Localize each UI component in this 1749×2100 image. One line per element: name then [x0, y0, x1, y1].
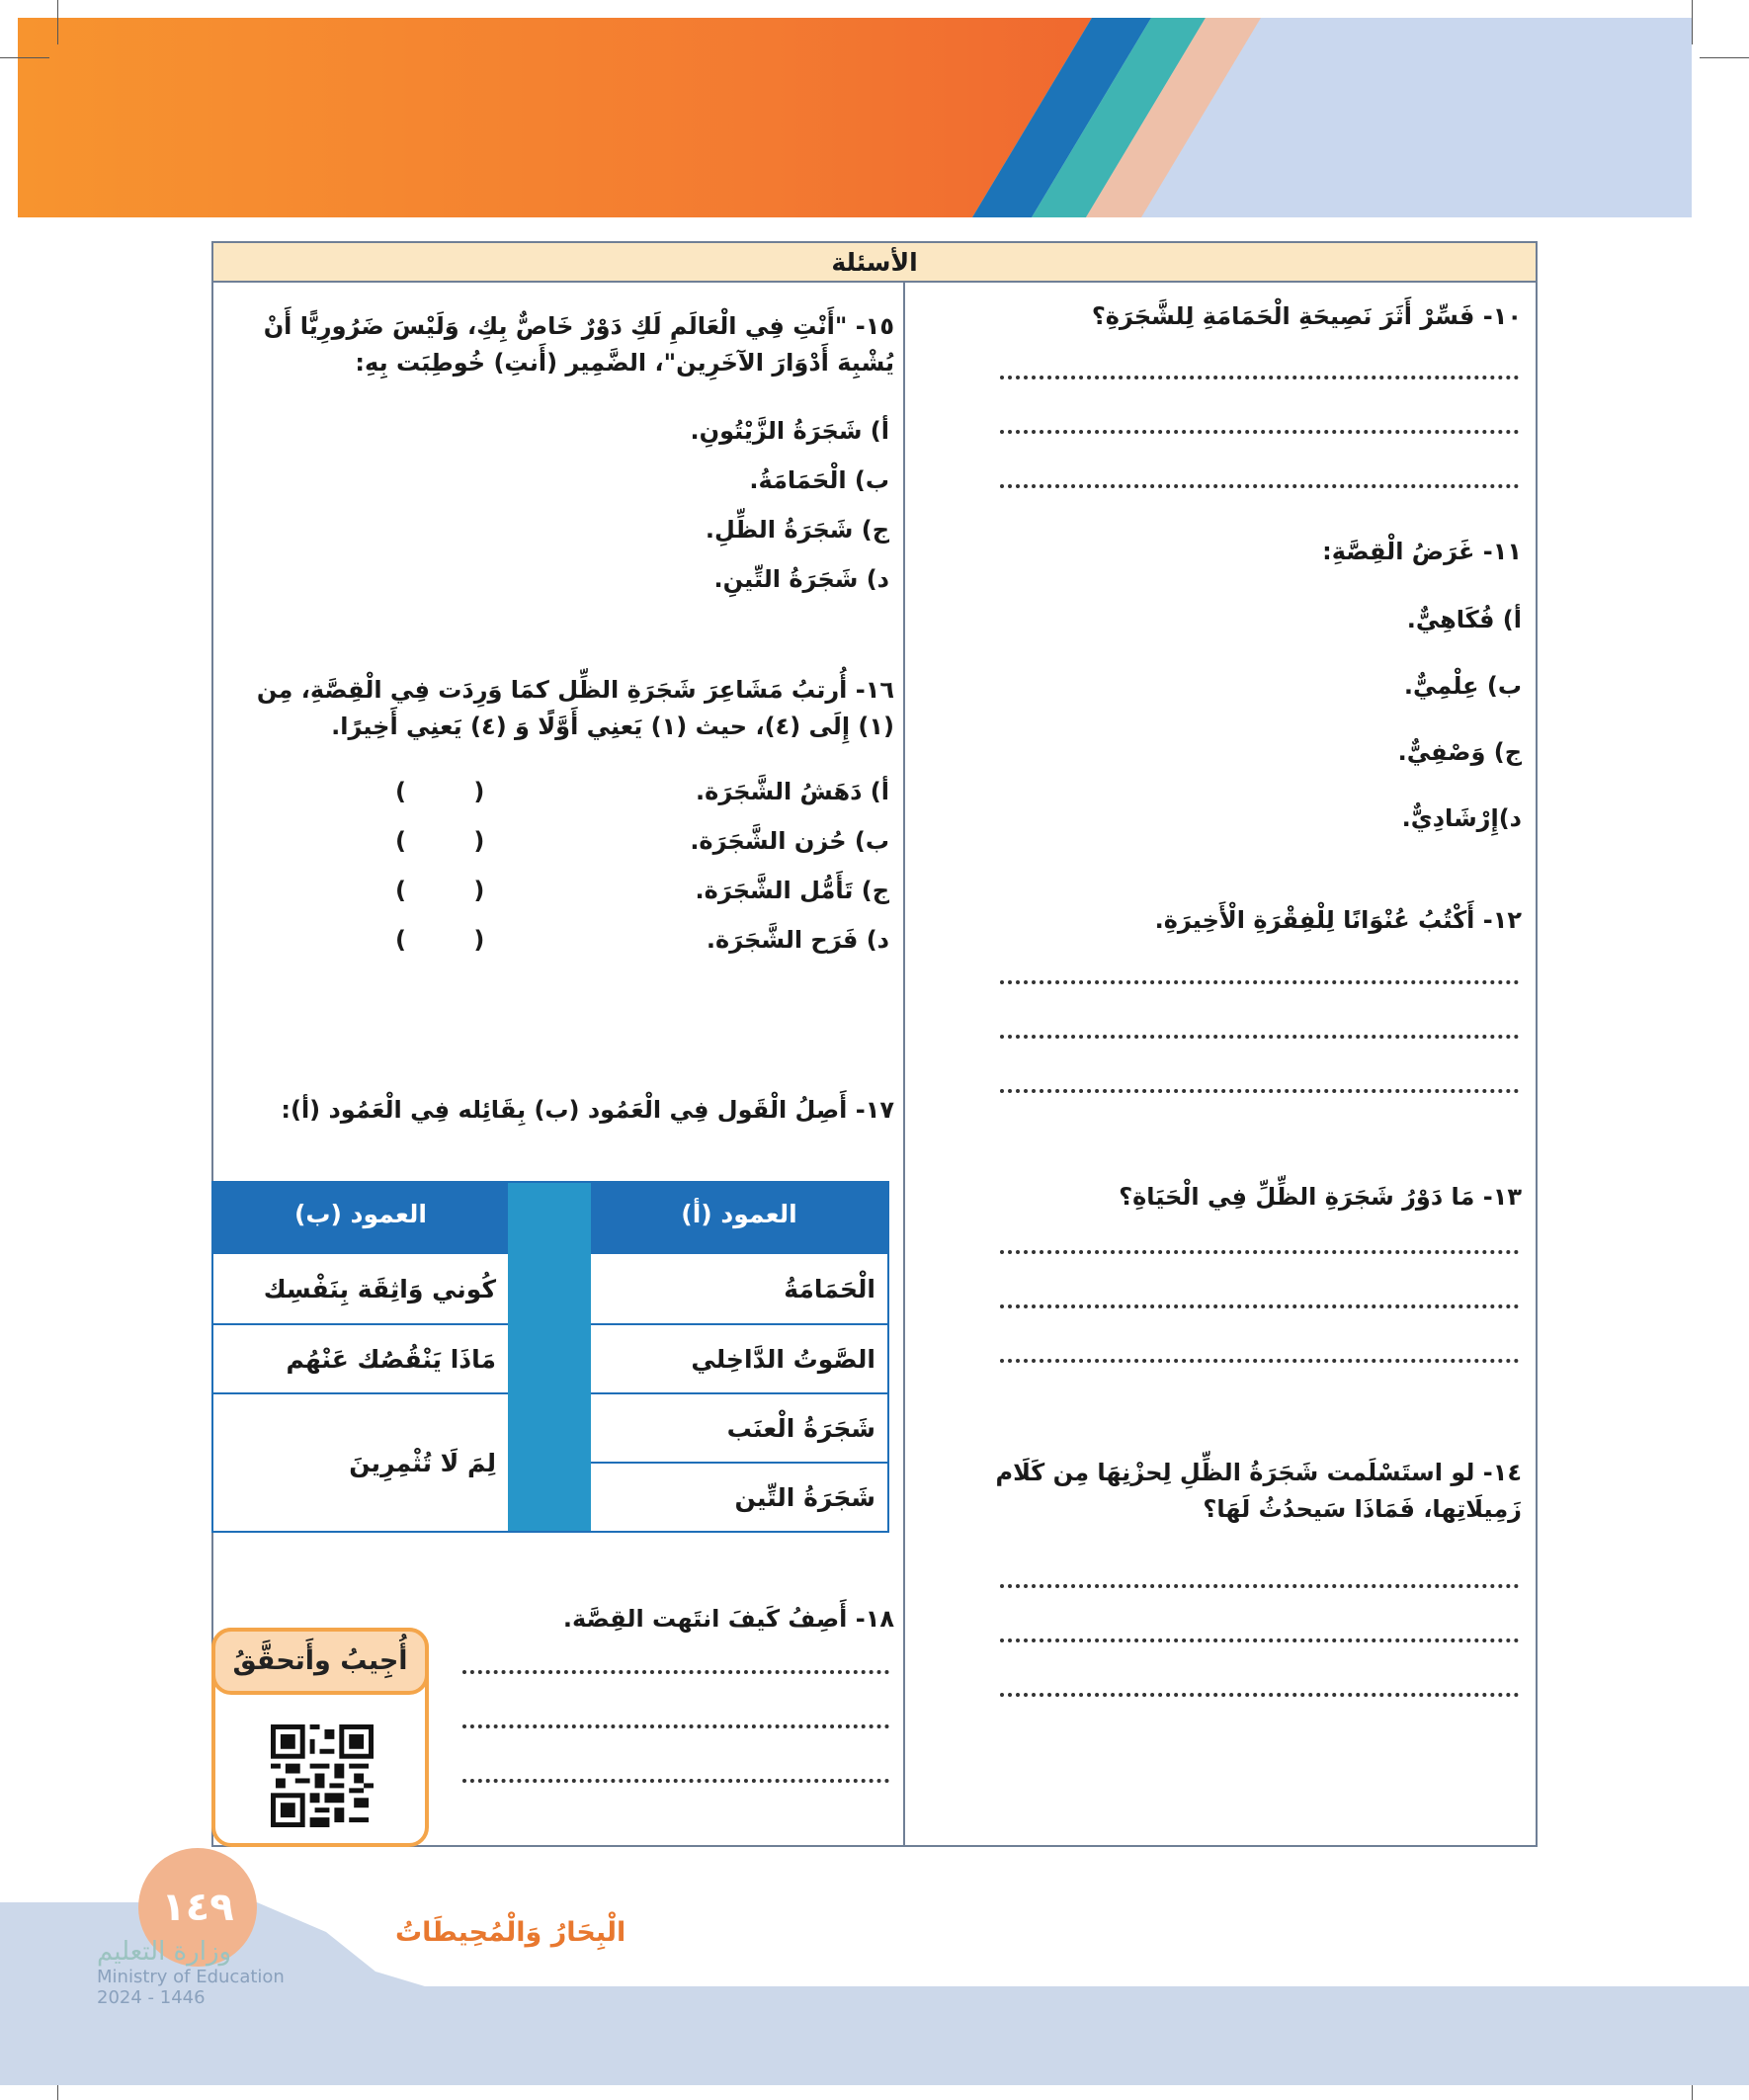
ministry-logo: [97, 1937, 294, 2008]
edition-year: 2024 - 1446: [97, 1987, 206, 2008]
q16-option-a: أ) دَهَشُ الشَّجَرَة.: [696, 778, 889, 805]
col-a-item[interactable]: شَجَرَةُ الْعنَب: [591, 1392, 887, 1462]
question-18: ١٨- أَصِفُ كَيفَ انتَهت القِصَّة.: [562, 1605, 894, 1633]
col-b-item[interactable]: مَاذَا يَنْقُصُك عَنْهُم: [213, 1323, 508, 1392]
answer-line[interactable]: [1000, 1638, 1519, 1642]
col-a-item[interactable]: شَجَرَةُ التِّين: [591, 1462, 887, 1531]
q11-option-a[interactable]: أ) فُكَاهِيٌّ.: [1406, 606, 1522, 633]
col-a-item[interactable]: الصَّوتُ الدَّاخِلي: [591, 1323, 887, 1392]
q16-blank-b[interactable]: ( ): [395, 827, 515, 855]
answer-line[interactable]: [462, 1670, 889, 1674]
q16-blank-d[interactable]: ( ): [395, 926, 515, 954]
answer-line[interactable]: [1000, 376, 1519, 379]
q11-option-b[interactable]: ب) عِلْمِيٌّ.: [1403, 672, 1522, 700]
answer-line[interactable]: [1000, 1304, 1519, 1308]
q11-option-d[interactable]: د)إِرْشَادِيٌّ.: [1401, 804, 1522, 832]
answer-line[interactable]: [1000, 1035, 1519, 1039]
question-14: ١٤- لو استَسْلَمت شَجَرَةُ الظِّلِ لِحزْنِهَا مِن كَلَام زَمِيلَاتِها، فَمَاذَا سَيحدُثُ لَهَا؟: [995, 1459, 1522, 1524]
ministry-name-ar: وزارة التعليم: [97, 1937, 232, 1967]
ministry-name-en: Ministry of Education: [97, 1967, 285, 1987]
question-11: ١١- غَرَضُ الْقِصَّةِ:: [1322, 538, 1522, 565]
q16-blank-a[interactable]: ( ): [395, 778, 515, 805]
col-b-item[interactable]: كُوني وَاثِقَة بِنَفْسِك: [213, 1252, 508, 1323]
col-b-header: العمود (ب): [213, 1183, 508, 1254]
col-b-item[interactable]: لِمَ لَا تُثْمِرِينَ: [213, 1392, 508, 1531]
matching-table: [211, 1181, 889, 1533]
answer-line[interactable]: [1000, 484, 1519, 488]
answer-line[interactable]: [1000, 1693, 1519, 1697]
answer-line[interactable]: [1000, 1584, 1519, 1588]
crop-mark: [1700, 57, 1749, 58]
qr-card-label: أُجِيبُ وأَتحقَّقُ: [211, 1628, 429, 1695]
question-16: ١٦- أُرتبُ مَشَاعِرَ شَجَرَةِ الظِّل كمَا وَرِدَت فِي الْقِصَّةِ، مِن (١) إِلَى (٤)، حيث (١) يَعنِي أَوَّلًا وَ (٤) يَعنِي أَخِيرًا.: [256, 676, 894, 741]
answer-line[interactable]: [462, 1724, 889, 1728]
unit-title: الْبِحَارُ وَالْمُحِيطَاتُ: [395, 1917, 626, 1948]
page-number: ١٤٩: [138, 1848, 257, 1967]
qr-code-icon[interactable]: [271, 1724, 374, 1827]
crop-mark: [0, 57, 49, 58]
q15-option-d[interactable]: د) شَجَرَةُ التِّينِ.: [713, 565, 889, 593]
q15-option-a[interactable]: أ) شَجَرَةُ الزَّيْتُونِ.: [690, 417, 889, 445]
crop-mark: [57, 0, 58, 44]
answer-line[interactable]: [1000, 430, 1519, 434]
question-13: ١٣- مَا دَوْرُ شَجَرَةِ الظِّلِّ فِي الْحَيَاةِ؟: [1119, 1183, 1522, 1211]
question-12: ١٢- أَكْتُبُ عُنْوَانًا لِلْفِقْرَةِ الْأَخِيرَةِ.: [1154, 906, 1522, 934]
section-title: الأسئلة: [213, 243, 1536, 283]
answer-line[interactable]: [462, 1779, 889, 1783]
answer-line[interactable]: [1000, 1089, 1519, 1093]
q16-option-b: ب) حُزن الشَّجَرَة.: [690, 827, 889, 855]
crop-mark: [1692, 0, 1693, 44]
question-15: ١٥- "أَنْتِ فِي الْعَالَمِ لَكِ دَوْرٌ خَاصٌّ بِكِ، وَلَيْسَ ضَرُورِيًّا أَنْ يُشْبِهَ أَدْوَارَ الآخَرِين"، الضَّمِير (أَنتِ) خُوطِبَت بِهِ:: [263, 312, 894, 378]
col-a-item[interactable]: الْحَمَامَةُ: [591, 1252, 887, 1323]
answer-line[interactable]: [1000, 980, 1519, 984]
header-banner: [18, 18, 1692, 217]
q15-option-c[interactable]: ج) شَجَرَةُ الظِّلِ.: [705, 516, 889, 544]
col-a-header: العمود (أ): [591, 1183, 887, 1254]
q15-option-b[interactable]: ب) الْحَمَامَةُ.: [749, 466, 889, 494]
q16-option-c: ج) تَأَمُّل الشَّجَرَة.: [695, 877, 889, 904]
q11-option-c[interactable]: ج) وَصْفِيٌّ.: [1397, 738, 1522, 766]
q16-option-d: د) فَرَح الشَّجَرَة.: [706, 926, 889, 954]
question-17: ١٧- أَصِلُ الْقَول فِي الْعَمُود (ب) بِقَائِله فِي الْعَمُود (أ):: [281, 1096, 894, 1124]
column-divider: [903, 283, 905, 1845]
answer-line[interactable]: [1000, 1250, 1519, 1254]
q16-blank-c[interactable]: ( ): [395, 877, 515, 904]
answer-line[interactable]: [1000, 1359, 1519, 1363]
matching-gap-column: [508, 1183, 591, 1531]
question-10: ١٠- فَسِّرْ أَثَرَ نَصِيحَةِ الْحَمَامَةِ لِلشَّجَرَةِ؟: [1091, 302, 1522, 330]
banner-orange: [18, 18, 1692, 217]
